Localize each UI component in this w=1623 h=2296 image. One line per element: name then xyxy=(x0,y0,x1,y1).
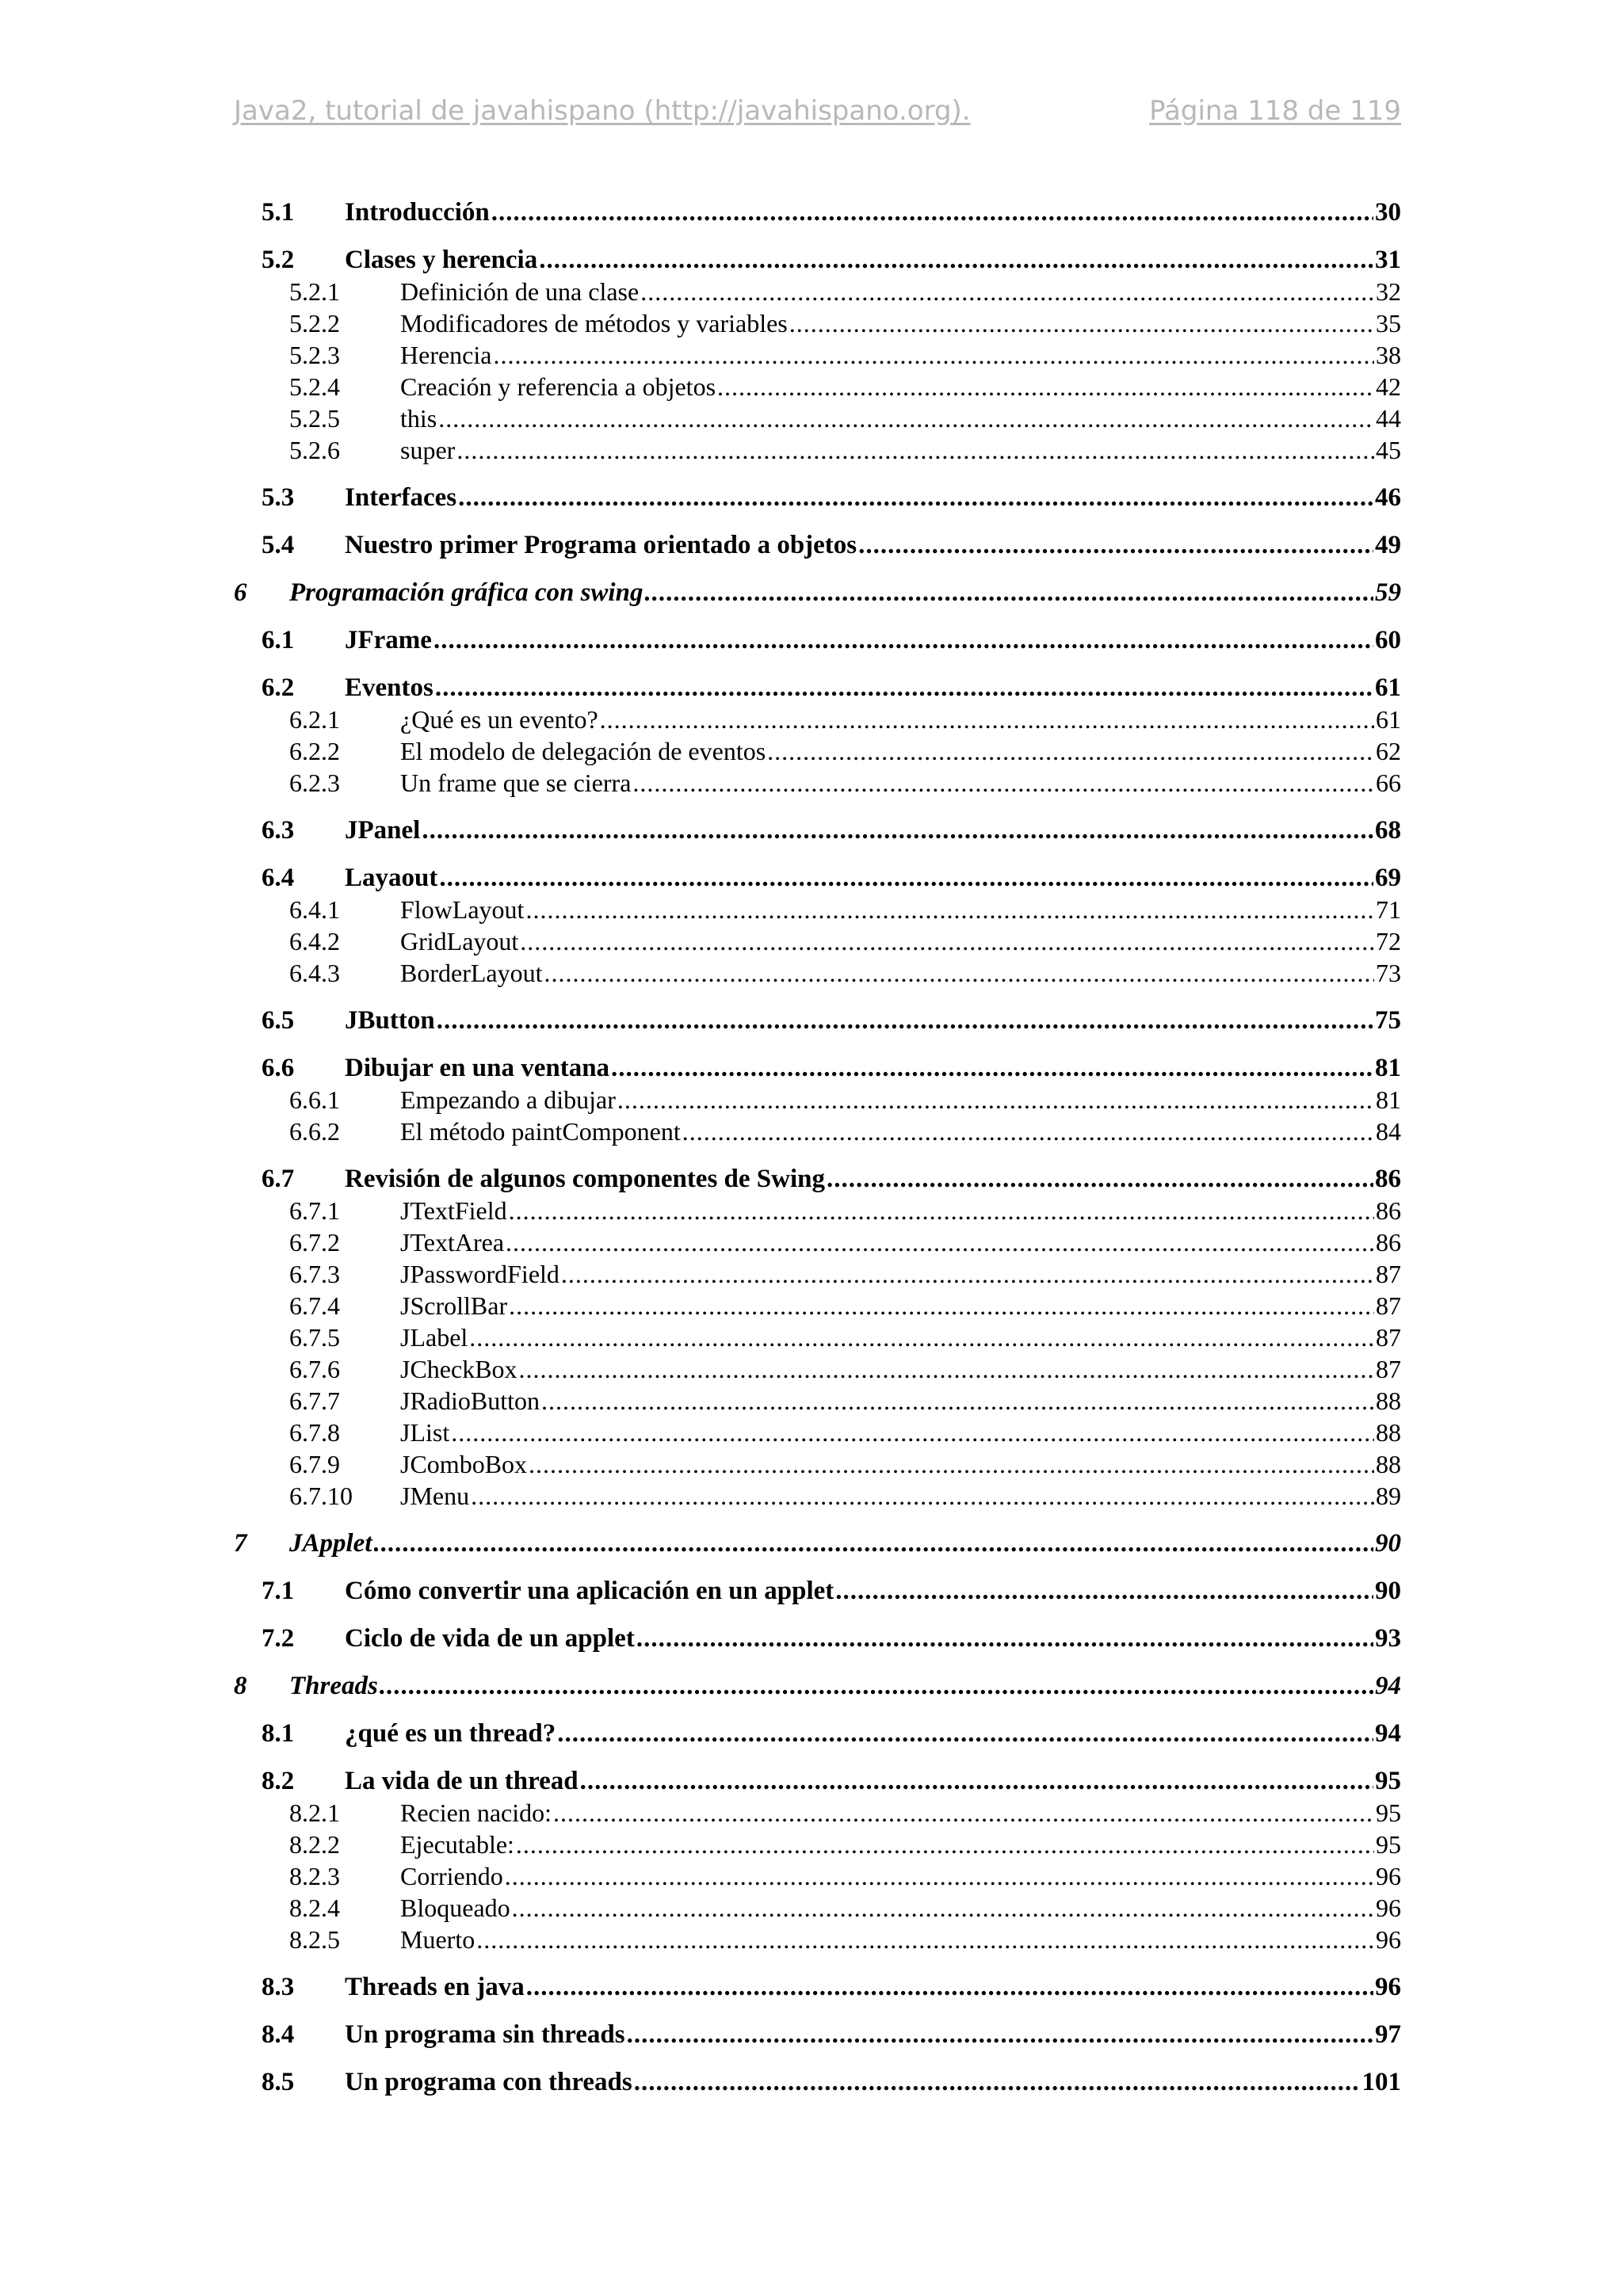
toc-entry-title: Ejecutable: xyxy=(400,1830,514,1859)
toc-dot-leader xyxy=(600,704,1374,735)
toc-entry-title: JCheckBox xyxy=(400,1355,517,1383)
toc-dot-leader xyxy=(634,2066,1361,2098)
toc-entry-page: 46 xyxy=(1375,483,1401,512)
toc-dot-leader xyxy=(438,402,1374,434)
toc-entry-title: El modelo de delegación de eventos xyxy=(400,737,766,765)
toc-entry-title: Nuestro primer Programa orientado a objetos xyxy=(345,531,857,559)
toc-dot-leader xyxy=(422,814,1373,846)
toc-entry-title: JComboBox xyxy=(400,1450,528,1478)
toc-entry-page: 87 xyxy=(1376,1323,1401,1352)
toc-entry[interactable] xyxy=(234,1924,1401,1955)
toc-entry-number: 6.4 xyxy=(262,864,295,892)
toc-entry-page: 88 xyxy=(1376,1418,1401,1447)
toc-entry-title: Interfaces xyxy=(345,483,457,512)
toc-dot-leader xyxy=(433,624,1373,656)
toc-entry[interactable] xyxy=(234,1797,1401,1829)
toc-entry-page: 69 xyxy=(1375,864,1401,892)
toc-dot-leader xyxy=(439,862,1373,894)
toc-dot-leader xyxy=(541,1385,1374,1417)
toc-dot-leader xyxy=(469,1322,1374,1353)
toc-entry-page: 97 xyxy=(1375,2020,1401,2049)
toc-entry-title: Herencia xyxy=(400,341,492,369)
toc-entry[interactable] xyxy=(234,2066,1401,2098)
toc-dot-leader xyxy=(509,1195,1374,1226)
toc-entry-page: 96 xyxy=(1375,1973,1401,2001)
toc-entry-number: 6.7 xyxy=(262,1165,295,1193)
toc-entry-page: 90 xyxy=(1375,1577,1401,1605)
toc-entry[interactable] xyxy=(234,2019,1401,2050)
toc-entry-number: 8.1 xyxy=(262,1719,295,1748)
toc-entry-number: 5.2.6 xyxy=(289,436,340,464)
toc-entry-page: 101 xyxy=(1361,2068,1401,2096)
toc-dot-leader xyxy=(516,1829,1374,1860)
toc-entry-number: 5.2.2 xyxy=(289,309,340,338)
toc-entry-page: 84 xyxy=(1376,1117,1401,1146)
toc-entry[interactable] xyxy=(234,1005,1401,1036)
toc-entry-title: Ciclo de vida de un applet xyxy=(345,1624,635,1653)
toc-entry-title: JPasswordField xyxy=(400,1260,559,1288)
toc-entry-page: 88 xyxy=(1376,1386,1401,1415)
toc-entry-title: Creación y referencia a objetos xyxy=(400,372,716,401)
toc-entry-page: 94 xyxy=(1375,1672,1401,1700)
toc-entry-page: 71 xyxy=(1376,895,1401,924)
toc-entry-title: GridLayout xyxy=(400,927,519,955)
toc-entry-number: 7 xyxy=(234,1529,247,1558)
toc-dot-leader xyxy=(512,1892,1374,1924)
toc-dot-leader xyxy=(636,1623,1373,1654)
toc-dot-leader xyxy=(526,1971,1373,2003)
toc-entry-number: 5.3 xyxy=(262,483,295,512)
toc-entry-title: Empezando a dibujar xyxy=(400,1085,616,1114)
toc-entry-title: Recien nacido: xyxy=(400,1798,552,1827)
toc-entry-page: 81 xyxy=(1375,1054,1401,1082)
toc-entry-page: 94 xyxy=(1375,1719,1401,1748)
toc-entry[interactable] xyxy=(234,814,1401,846)
toc-entry[interactable] xyxy=(234,735,1401,767)
toc-entry-number: 6.7.10 xyxy=(289,1482,353,1510)
toc-entry[interactable] xyxy=(234,1971,1401,2003)
toc-entry-number: 6.7.4 xyxy=(289,1291,340,1320)
toc-entry-page: 42 xyxy=(1376,372,1401,401)
toc-entry-page: 45 xyxy=(1376,436,1401,464)
toc-entry[interactable] xyxy=(234,894,1401,925)
toc-entry-number: 6.2.3 xyxy=(289,769,340,797)
toc-entry[interactable] xyxy=(234,1290,1401,1322)
toc-dot-leader xyxy=(627,2019,1373,2050)
toc-entry-number: 5.4 xyxy=(262,531,295,559)
toc-dot-leader xyxy=(767,735,1374,767)
toc-entry-page: 95 xyxy=(1375,1767,1401,1795)
toc-dot-leader xyxy=(529,1448,1374,1480)
toc-entry-page: 66 xyxy=(1376,769,1401,797)
toc-entry-title: super xyxy=(400,436,456,464)
toc-entry[interactable] xyxy=(234,1718,1401,1749)
toc-entry-page: 73 xyxy=(1376,959,1401,987)
toc-entry-page: 75 xyxy=(1375,1006,1401,1035)
toc-entry[interactable] xyxy=(234,577,1401,608)
toc-dot-leader xyxy=(557,1718,1373,1749)
toc-entry-number: 5.2.5 xyxy=(289,404,340,433)
toc-entry[interactable] xyxy=(234,1623,1401,1654)
toc-entry-page: 35 xyxy=(1376,309,1401,338)
toc-entry-title: ¿qué es un thread? xyxy=(345,1719,556,1748)
toc-entry-page: 30 xyxy=(1375,198,1401,227)
toc-entry-title: FlowLayout xyxy=(400,895,525,924)
toc-entry-page: 31 xyxy=(1375,246,1401,274)
toc-entry-number: 5.2.4 xyxy=(289,372,340,401)
toc-entry[interactable] xyxy=(234,925,1401,957)
toc-dot-leader xyxy=(561,1258,1374,1290)
toc-entry[interactable] xyxy=(234,1527,1401,1559)
toc-dot-leader xyxy=(435,672,1373,704)
toc-entry-page: 32 xyxy=(1376,277,1401,306)
toc-dot-leader xyxy=(858,529,1373,561)
toc-entry-title: JButton xyxy=(345,1006,435,1035)
toc-entry-page: 89 xyxy=(1376,1482,1401,1510)
toc-entry-number: 6.7.3 xyxy=(289,1260,340,1288)
toc-entry[interactable] xyxy=(234,1860,1401,1892)
toc-dot-leader xyxy=(827,1163,1373,1195)
toc-entry-title: Revisión de algunos componentes de Swing xyxy=(345,1165,826,1193)
toc-entry-number: 6.7.5 xyxy=(289,1323,340,1352)
toc-entry-title: Threads en java xyxy=(345,1973,525,2001)
toc-entry-number: 8.5 xyxy=(262,2068,295,2096)
toc-entry-number: 6.6.2 xyxy=(289,1117,340,1146)
toc-entry-number: 8.2.3 xyxy=(289,1862,340,1890)
toc-entry-number: 6.2 xyxy=(262,673,295,702)
toc-entry-title: JTextArea xyxy=(400,1228,505,1257)
toc-entry-page: 59 xyxy=(1375,578,1401,607)
toc-entry-title: ¿Qué es un evento? xyxy=(400,705,598,734)
toc-entry-number: 6.4.3 xyxy=(289,959,340,987)
toc-entry-number: 7.1 xyxy=(262,1577,295,1605)
toc-dot-leader xyxy=(539,244,1373,276)
toc-entry-number: 6.4.2 xyxy=(289,927,340,955)
toc-dot-leader xyxy=(476,1924,1374,1955)
toc-entry-number: 7.2 xyxy=(262,1624,295,1653)
toc-dot-leader xyxy=(493,339,1374,371)
toc-entry[interactable] xyxy=(234,767,1401,799)
toc-entry-title: Modificadores de métodos y variables xyxy=(400,309,788,338)
toc-entry-page: 95 xyxy=(1376,1798,1401,1827)
toc-entry-title: Un programa con threads xyxy=(345,2068,632,2096)
toc-entry-page: 95 xyxy=(1376,1830,1401,1859)
toc-entry-page: 62 xyxy=(1376,737,1401,765)
toc-entry-title: JApplet xyxy=(289,1529,372,1558)
toc-entry[interactable] xyxy=(234,1195,1401,1226)
toc-entry-page: 87 xyxy=(1376,1291,1401,1320)
toc-entry-title: BorderLayout xyxy=(400,959,543,987)
header-page-number: Página 118 de 119 xyxy=(1149,95,1401,127)
toc-entry-page: 96 xyxy=(1376,1862,1401,1890)
toc-dot-leader xyxy=(437,1005,1373,1036)
toc-entry-number: 8 xyxy=(234,1672,247,1700)
toc-entry-page: 61 xyxy=(1376,705,1401,734)
toc-entry-page: 44 xyxy=(1376,404,1401,433)
toc-entry[interactable] xyxy=(234,957,1401,989)
toc-entry-number: 6.2.1 xyxy=(289,705,340,734)
toc-entry[interactable] xyxy=(234,196,1401,228)
toc-entry-page: 93 xyxy=(1375,1624,1401,1653)
toc-dot-leader xyxy=(525,894,1374,925)
toc-dot-leader xyxy=(682,1116,1374,1147)
toc-dot-leader xyxy=(835,1575,1373,1607)
toc-entry-page: 68 xyxy=(1375,816,1401,845)
toc-entry-number: 6.6.1 xyxy=(289,1085,340,1114)
toc-entry-number: 6.7.9 xyxy=(289,1450,340,1478)
toc-dot-leader xyxy=(509,1290,1374,1322)
toc-entry-number: 6.4.1 xyxy=(289,895,340,924)
toc-entry-number: 5.2 xyxy=(262,246,295,274)
toc-dot-leader xyxy=(506,1226,1374,1258)
toc-entry-page: 49 xyxy=(1375,531,1401,559)
toc-entry[interactable] xyxy=(234,1829,1401,1860)
toc-dot-leader xyxy=(374,1527,1374,1559)
toc-entry-page: 96 xyxy=(1376,1894,1401,1922)
toc-dot-leader xyxy=(471,1480,1374,1512)
toc-entry-title: JTextField xyxy=(400,1196,507,1225)
toc-entry-number: 6.7.1 xyxy=(289,1196,340,1225)
toc-dot-leader xyxy=(717,371,1374,402)
toc-entry-number: 6.2.2 xyxy=(289,737,340,765)
toc-entry-page: 60 xyxy=(1375,626,1401,654)
toc-entry-title: Programación gráfica con swing xyxy=(289,578,643,607)
toc-entry-page: 86 xyxy=(1375,1165,1401,1193)
toc-entry[interactable] xyxy=(234,1417,1401,1448)
toc-entry[interactable] xyxy=(234,1480,1401,1512)
toc-dot-leader xyxy=(644,577,1373,608)
toc-entry[interactable] xyxy=(234,1765,1401,1797)
toc-entry[interactable] xyxy=(234,1322,1401,1353)
toc-entry[interactable] xyxy=(234,1163,1401,1195)
toc-entry[interactable] xyxy=(234,1575,1401,1607)
toc-entry-number: 6.6 xyxy=(262,1054,295,1082)
toc-entry-page: 61 xyxy=(1375,673,1401,702)
toc-entry-number: 6.7.7 xyxy=(289,1386,340,1415)
toc-entry-number: 6.1 xyxy=(262,626,295,654)
toc-dot-leader xyxy=(632,767,1374,799)
toc-entry-number: 6 xyxy=(234,578,247,607)
toc-entry-page: 87 xyxy=(1376,1355,1401,1383)
toc-entry-number: 6.5 xyxy=(262,1006,295,1035)
toc-entry-number: 5.2.1 xyxy=(289,277,340,306)
toc-entry[interactable] xyxy=(234,1353,1401,1385)
toc-dot-leader xyxy=(380,1670,1373,1702)
toc-entry-number: 8.2.4 xyxy=(289,1894,340,1922)
toc-entry-number: 5.1 xyxy=(262,198,295,227)
toc-entry-page: 81 xyxy=(1376,1085,1401,1114)
toc-entry[interactable] xyxy=(234,276,1401,307)
toc-entry-title: Muerto xyxy=(400,1925,475,1954)
toc-entry-number: 6.7.6 xyxy=(289,1355,340,1383)
toc-dot-leader xyxy=(580,1765,1373,1797)
toc-dot-leader xyxy=(456,434,1374,466)
toc-entry-page: 86 xyxy=(1376,1228,1401,1257)
toc-entry-title: this xyxy=(400,404,437,433)
toc-entry-title: JScrollBar xyxy=(400,1291,508,1320)
toc-entry-title: Cómo convertir una aplicación en un applet xyxy=(345,1577,834,1605)
toc-entry[interactable] xyxy=(234,672,1401,704)
toc-entry-title: Threads xyxy=(289,1672,378,1700)
toc-entry-page: 87 xyxy=(1376,1260,1401,1288)
toc-entry[interactable] xyxy=(234,1892,1401,1924)
toc-entry-title: Clases y herencia xyxy=(345,246,538,274)
toc-entry-title: JMenu xyxy=(400,1482,470,1510)
toc-entry[interactable] xyxy=(234,1385,1401,1417)
toc-entry-number: 5.2.3 xyxy=(289,341,340,369)
toc-entry[interactable] xyxy=(234,244,1401,276)
toc-entry-title: Un programa sin threads xyxy=(345,2020,625,2049)
toc-dot-leader xyxy=(451,1417,1374,1448)
toc-entry-title: La vida de un thread xyxy=(345,1767,579,1795)
toc-entry-number: 8.2.5 xyxy=(289,1925,340,1954)
toc-entry[interactable] xyxy=(234,307,1401,339)
toc-dot-leader xyxy=(611,1052,1373,1084)
toc-entry-number: 8.2.1 xyxy=(289,1798,340,1827)
toc-entry-title: Un frame que se cierra xyxy=(400,769,632,797)
toc-entry-page: 72 xyxy=(1376,927,1401,955)
toc-entry-page: 38 xyxy=(1376,341,1401,369)
toc-entry[interactable] xyxy=(234,1448,1401,1480)
toc-entry[interactable] xyxy=(234,371,1401,402)
toc-dot-leader xyxy=(553,1797,1374,1829)
header-title: Java2, tutorial de javahispano (http://javahispano.org). xyxy=(234,95,971,127)
toc-dot-leader xyxy=(544,957,1375,989)
toc-entry[interactable] xyxy=(234,529,1401,561)
toc-entry-page: 88 xyxy=(1376,1450,1401,1478)
toc-entry-page: 96 xyxy=(1376,1925,1401,1954)
toc-entry-number: 6.7.8 xyxy=(289,1418,340,1447)
toc-dot-leader xyxy=(617,1084,1374,1116)
toc-entry-page: 90 xyxy=(1375,1529,1401,1558)
toc-entry-number: 6.7.2 xyxy=(289,1228,340,1257)
toc-entry-title: Bloqueado xyxy=(400,1894,510,1922)
toc-entry-title: JLabel xyxy=(400,1323,468,1352)
toc-dot-leader xyxy=(789,307,1374,339)
toc-entry-title: JPanel xyxy=(345,816,421,845)
toc-entry-page: 86 xyxy=(1376,1196,1401,1225)
toc-entry-title: JRadioButton xyxy=(400,1386,540,1415)
toc-entry-title: El método paintComponent xyxy=(400,1117,681,1146)
toc-entry-number: 8.2.2 xyxy=(289,1830,340,1859)
toc-entry[interactable] xyxy=(234,624,1401,656)
toc-entry-title: JFrame xyxy=(345,626,432,654)
toc-dot-leader xyxy=(505,1860,1374,1892)
toc-dot-leader xyxy=(458,482,1373,513)
toc-entry[interactable] xyxy=(234,1116,1401,1147)
toc-entry[interactable] xyxy=(234,1670,1401,1702)
toc-dot-leader xyxy=(491,196,1373,228)
toc-entry[interactable] xyxy=(234,482,1401,513)
toc-entry-title: Dibujar en una ventana xyxy=(345,1054,610,1082)
toc-dot-leader xyxy=(520,925,1374,957)
toc-entry-title: Introducción xyxy=(345,198,490,227)
toc-entry-title: Corriendo xyxy=(400,1862,503,1890)
toc-dot-leader xyxy=(640,276,1374,307)
toc-entry[interactable] xyxy=(234,402,1401,434)
toc-entry-number: 6.3 xyxy=(262,816,295,845)
toc-entry[interactable] xyxy=(234,339,1401,371)
toc-entry-title: JList xyxy=(400,1418,450,1447)
toc-entry[interactable] xyxy=(234,862,1401,894)
toc-dot-leader xyxy=(519,1353,1374,1385)
toc-entry-number: 8.3 xyxy=(262,1973,295,2001)
toc-entry-title: Eventos xyxy=(345,673,433,702)
toc-entry[interactable] xyxy=(234,1258,1401,1290)
toc-entry[interactable] xyxy=(234,704,1401,735)
toc-entry[interactable] xyxy=(234,1226,1401,1258)
toc-entry-number: 8.2 xyxy=(262,1767,295,1795)
toc-entry-number: 8.4 xyxy=(262,2020,295,2049)
toc-entry[interactable] xyxy=(234,1084,1401,1116)
toc-entry-title: Layaout xyxy=(345,864,438,892)
toc-entry[interactable] xyxy=(234,434,1401,466)
toc-entry-title: Definición de una clase xyxy=(400,277,640,306)
toc-entry[interactable] xyxy=(234,1052,1401,1084)
